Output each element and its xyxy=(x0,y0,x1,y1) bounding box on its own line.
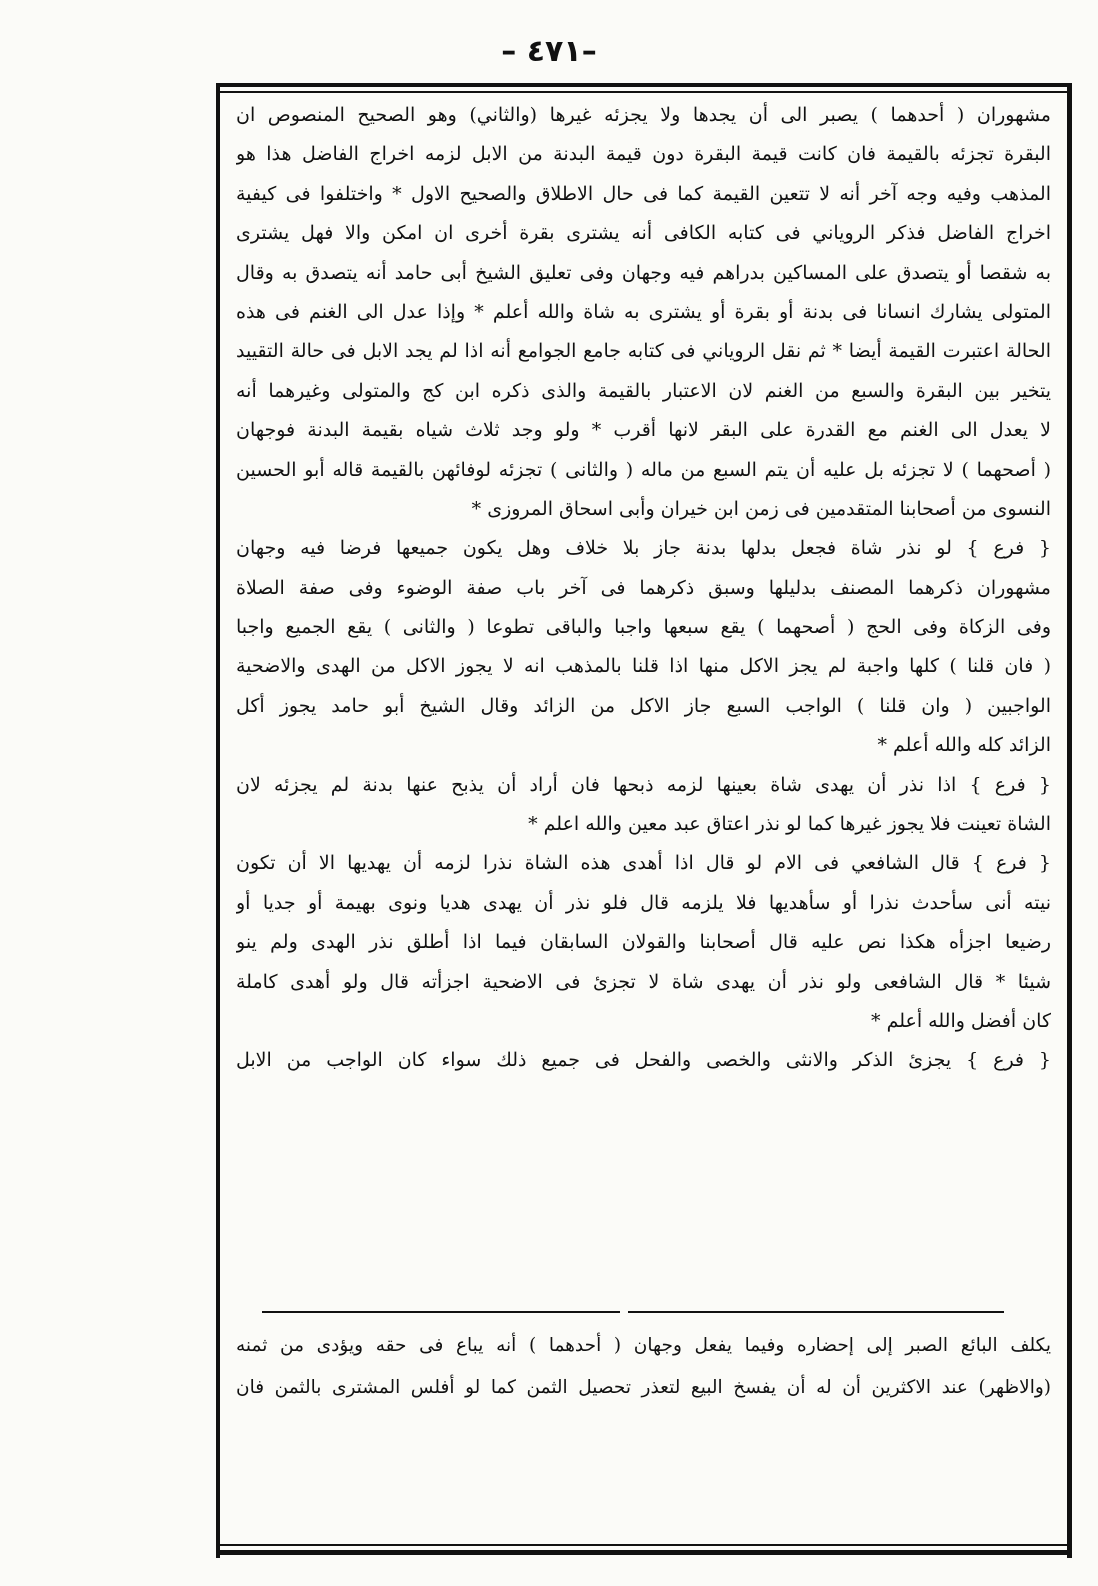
footnote-line: يكلف البائع الصبر إلى إحضاره وفيما يفعل وجهان ( أحدهما ) أنه يباع فى حقه ويؤدى من ثمنه xyxy=(236,1335,1051,1356)
text-line: المذهب وفيه وجه آخر أنه لا تتعين القيمة كما فى حال الاطلاق والصحيح الاول * واختلفوا فى كيفية xyxy=(236,182,1051,205)
text-line: الشاة تعينت فلا يجوز غيرها كما لو نذر اعتاق عبد معين والله اعلم * xyxy=(528,813,1051,836)
footnote-divider xyxy=(628,1311,1004,1313)
page-number: –٤٧١ – xyxy=(501,34,597,69)
text-line: مشهوران ذكرهما المصنف بدليلها وسبق ذكرهما فى آخر باب صفة الوضوء وفى صفة الصلاة xyxy=(236,576,1051,599)
footnote-line: (والاظهر) عند الاكثرين أن له أن يفسخ البيع لتعذر تحصيل الثمن كما لو أفلس المشترى بالثمن فان xyxy=(236,1377,1051,1398)
text-line: مشهوران ( أحدهما ) يصبر الى أن يجدها ولا يجزئه غيرها (والثاني) وهو الصحيح المنصوص ان xyxy=(236,104,1051,126)
frame-top-rule xyxy=(216,83,1072,87)
text-line: رضيعا اجزأه هكذا نص عليه قال أصحابنا والقولان السابقان فيما اذا أطلق نذر الهدى ولم ينو xyxy=(236,931,1051,954)
text-line: { فرع } اذا نذر أن يهدى شاة بعينها لزمه ذبحها فان أراد أن يذبح عنها بدنة لم يجزئه لان xyxy=(236,773,1051,796)
text-line: لا يعدل الى الغنم مع القدرة على البقر لانها أقرب * ولو وجد ثلاث شياه بقيمة البدنة فوجهان xyxy=(236,419,1051,442)
text-line: النسوى من أصحابنا المتقدمين فى زمن ابن خيران وأبى اسحاق المروزى * xyxy=(471,497,1051,520)
footnote xyxy=(236,1325,1051,1409)
frame-bottom-rule xyxy=(216,1550,1072,1555)
text-line: { فرع } قال الشافعي فى الام لو قال اذا أهدى هذه الشاة نذرا لزمه أن يهديها الا أن تكون xyxy=(236,852,1051,875)
text-line: { فرع } يجزئ الذكر والانثى والخصى والفحل فى جميع ذلك سواء كان الواجب من الابل xyxy=(236,1049,1051,1072)
text-line: يتخير بين البقرة والسبع من الغنم لان الاعتبار بالقيمة والذى ذكره ابن كج والمتولى وغيرهما أنه xyxy=(236,379,1051,402)
text-line: الزائد كله والله أعلم * xyxy=(877,734,1051,757)
text-line: نيته أنى سأحدث نذرا أو سأهديها فلا يلزمه قال فلو نذر أن يهدى هديا ونوى بهيمة أو جديا أو xyxy=(236,891,1051,914)
main-text xyxy=(236,96,1051,1081)
text-line: الحالة اعتبرت القيمة أيضا * ثم نقل الروياني فى كتابه جامع الجوامع أنه اذا لم يجد الابل فى حالة التقييد xyxy=(236,340,1051,363)
text-line: كان أفضل والله أعلم * xyxy=(871,1009,1051,1032)
text-line: وفى الزكاة وفى الحج ( أصحهما ) يقع سبعها واجبا والباقى تطوعا ( والثانى ) يقع الجميع واجبا xyxy=(236,616,1051,639)
frame-bottom-inner-rule xyxy=(216,1544,1072,1546)
text-line: { فرع } لو نذر شاة فجعل بدلها بدنة جاز بلا خلاف وهل يكون جميعها فرضا فيه وجهان xyxy=(236,537,1051,560)
text-line: المتولى يشارك انسانا فى بدنة أو بقرة أو يشترى به شاة والله أعلم * وإذا عدل الى الغنم فى هذه xyxy=(236,300,1051,323)
frame-top-inner-rule xyxy=(216,91,1072,93)
text-line: البقرة تجزئه بالقيمة فان كانت قيمة البقرة دون قيمة البدنة من الابل لزمه اخراج الفاضل هذا هو xyxy=(236,143,1051,166)
text-line: اخراج الفاضل فذكر الروياني فى كتابه الكافى أنه يشترى بقرة أخرى ان امكن والا فهل يشترى xyxy=(236,222,1051,245)
text-line: ( فان قلنا ) كلها واجبة لم يجز الاكل منها اذا قلنا بالمذهب انه لا يجوز الاكل من الهدى والاضحية xyxy=(236,655,1051,678)
footnote-divider xyxy=(262,1311,620,1313)
text-line: ( أصحهما ) لا تجزئه بل عليه أن يتم السبع من ماله ( والثانى ) تجزئه لوفائهن بالقيمة قاله أبو الحسين xyxy=(236,458,1051,481)
text-line: به شقصا أو يتصدق على المساكين بدراهم فيه وجهان وفى تعليق الشيخ أبى حامد أنه يتصدق به وقال xyxy=(236,261,1051,284)
text-line: الواجبين ( وان قلنا ) الواجب السبع جاز الاكل من الزائد وقال الشيخ أبو حامد يجوز أكل xyxy=(236,694,1051,717)
text-line: شيئا * قال الشافعى ولو نذر أن يهدى شاة لا تجزئ فى الاضحية اجزأته قال ولو أهدى كاملة xyxy=(236,970,1051,993)
